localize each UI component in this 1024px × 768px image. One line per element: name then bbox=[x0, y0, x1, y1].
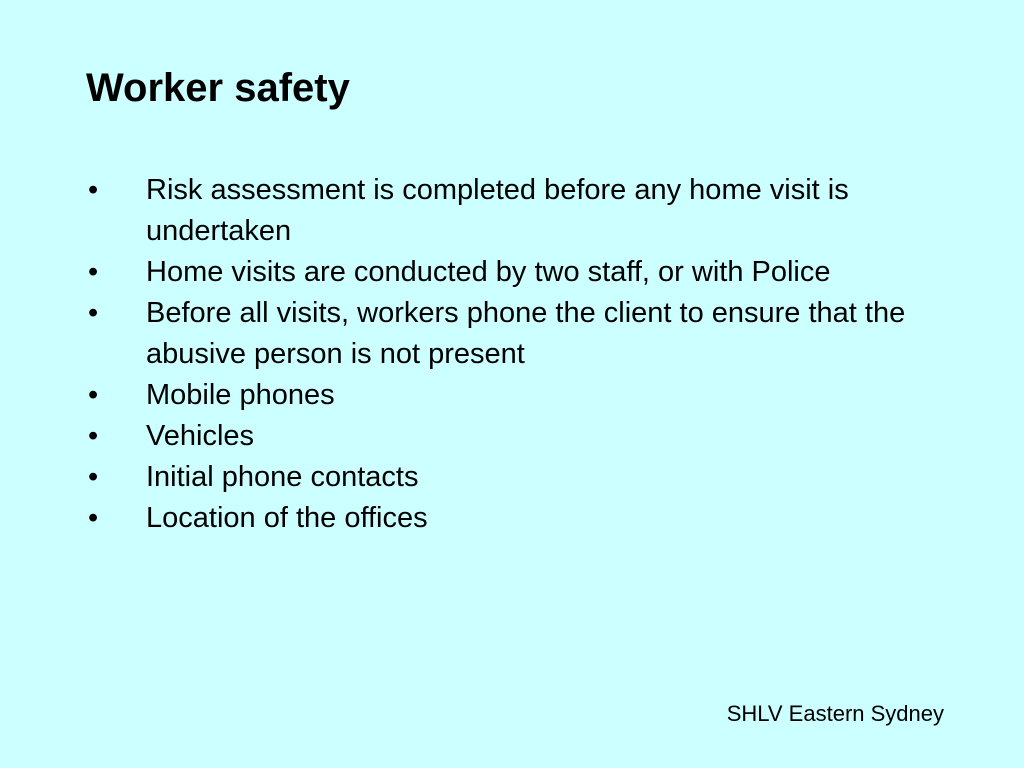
bullet-text: Before all visits, workers phone the client to ensure that the abusive person is not present bbox=[146, 297, 906, 370]
slide-title: Worker safety bbox=[86, 66, 350, 110]
bullet-item bbox=[86, 293, 966, 375]
bullet-text: Mobile phones bbox=[146, 379, 335, 411]
bullet-icon: • bbox=[88, 256, 99, 288]
bullet-icon: • bbox=[88, 297, 99, 329]
bullet-text: Vehicles bbox=[146, 420, 255, 452]
bullet-icon: • bbox=[88, 174, 99, 206]
bullet-item bbox=[86, 498, 966, 539]
bullet-icon: • bbox=[88, 420, 99, 452]
slide-footer: SHLV Eastern Sydney bbox=[726, 701, 944, 726]
bullet-text: Location of the offices bbox=[146, 502, 428, 534]
bullet-list bbox=[86, 170, 966, 539]
bullet-text: Risk assessment is completed before any home visit is undertaken bbox=[146, 174, 849, 247]
bullet-icon: • bbox=[88, 502, 99, 534]
bullet-item bbox=[86, 457, 966, 498]
bullet-text: Initial phone contacts bbox=[146, 461, 419, 493]
bullet-item bbox=[86, 252, 966, 293]
bullet-item bbox=[86, 375, 966, 416]
bullet-icon: • bbox=[88, 379, 99, 411]
bullet-icon: • bbox=[88, 461, 99, 493]
bullet-item bbox=[86, 416, 966, 457]
bullet-text: Home visits are conducted by two staff, or with Police bbox=[146, 256, 831, 288]
bullet-item bbox=[86, 170, 966, 252]
